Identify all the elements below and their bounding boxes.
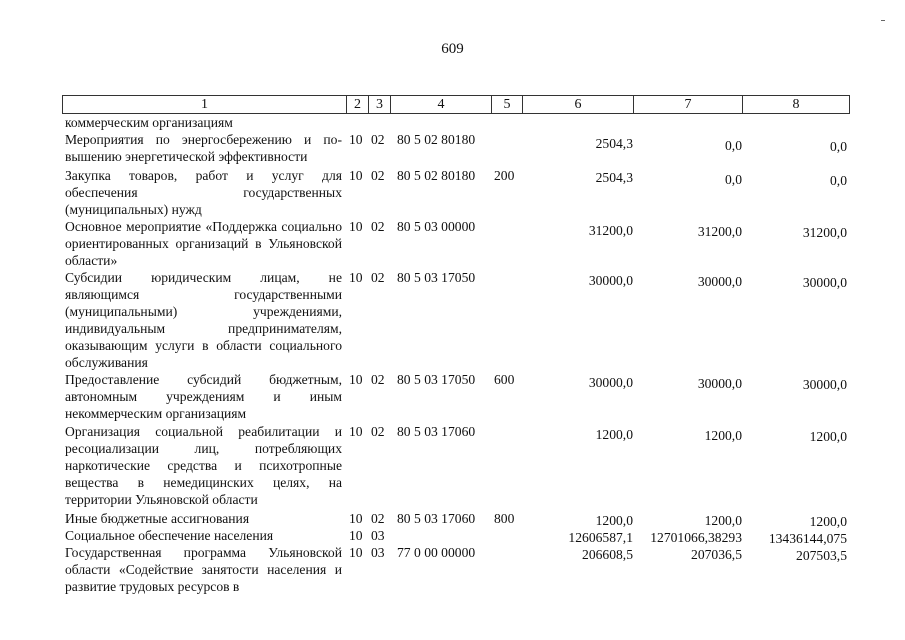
- row-name: Закупка товаров, работ и услуг для обеспечения государственных (муниципальных) нужд: [65, 168, 342, 217]
- row-expense-type: 800: [494, 511, 515, 526]
- row-name: Организация социальной реабилитации и ресоциализации лиц, потребляющих наркотические средства и психотропные вещества в немедицинских целях, на территории Ульяновской области: [65, 424, 342, 507]
- row-value-8: 30000,0: [802, 275, 847, 290]
- row-section: 10: [349, 270, 363, 285]
- row-value-8: 31200,0: [802, 225, 847, 240]
- row-value-6: 1200,0: [595, 427, 633, 442]
- row-name: Мероприятия по энергосбережению и по-вышению энергетической эффективности: [65, 132, 342, 164]
- row-value-8: 0,0: [830, 173, 847, 188]
- header-col-7: 7: [634, 96, 743, 113]
- row-section: 10: [349, 545, 363, 560]
- row-subsection: 03: [371, 528, 385, 543]
- row-section: 10: [349, 511, 363, 526]
- row-section: 10: [349, 372, 363, 387]
- row-value-6: 30000,0: [588, 375, 633, 390]
- row-value-7: 1200,0: [704, 428, 742, 443]
- header-col-3: 3: [369, 96, 391, 113]
- row-name: Основное мероприятие «Поддержка социально ориентированных организаций в Ульяновской области»: [65, 219, 342, 268]
- row-value-6: 2504,3: [595, 170, 633, 185]
- row-section: 10: [349, 424, 363, 439]
- row-value-7: 12701066,38293: [650, 530, 742, 545]
- row-value-6: 206608,5: [582, 547, 633, 562]
- row-name: Социальное обеспечение населения: [65, 528, 274, 543]
- row-section: 10: [349, 132, 363, 147]
- row-value-7: 0,0: [725, 172, 742, 187]
- row-value-6: 31200,0: [588, 223, 633, 238]
- header-col-4: 4: [391, 96, 492, 113]
- row-subsection: 02: [371, 168, 385, 183]
- row-value-8: 207503,5: [796, 548, 847, 563]
- row-subsection: 02: [371, 219, 385, 234]
- scan-mark: [881, 20, 885, 21]
- header-col-8: 8: [792, 97, 800, 112]
- table-header: [62, 95, 850, 114]
- row-subsection: 02: [371, 372, 385, 387]
- row-value-8: 1200,0: [809, 429, 847, 444]
- row-value-6: 30000,0: [588, 273, 633, 288]
- header-col-2: 2: [347, 96, 369, 113]
- row-subsection: 02: [371, 270, 385, 285]
- row-name: Предоставление субсидий бюджетным, автономным учреждениям и иным некоммерческим организациям: [65, 372, 342, 421]
- row-value-8: 30000,0: [802, 377, 847, 392]
- row-value-6: 2504,3: [595, 136, 633, 151]
- row-value-7: 207036,5: [691, 547, 742, 562]
- row-value-8: 1200,0: [809, 514, 847, 529]
- row-target-article: 80 5 03 00000: [397, 219, 476, 234]
- row-target-article: 80 5 03 17060: [397, 424, 476, 439]
- row-target-article: 80 5 02 80180: [397, 132, 476, 147]
- row-target-article: 80 5 03 17060: [397, 511, 476, 526]
- header-col-1: 1: [63, 96, 347, 113]
- row-target-article: 80 5 03 17050: [397, 270, 476, 285]
- row-name: Иные бюджетные ассигнования: [65, 511, 250, 526]
- row-expense-type: 200: [494, 168, 515, 183]
- row-subsection: 02: [371, 424, 385, 439]
- row-name: Субсидии юридическим лицам, не являющимся государственными (муниципальными) учреждениями, индивидуальным предпринимателям, оказывающим услуги в области социального обслуживания: [65, 270, 342, 370]
- row-name: коммерческим организациям: [65, 115, 233, 130]
- row-section: 10: [349, 168, 363, 183]
- row-value-6: 12606587,1: [568, 530, 633, 545]
- row-value-6: 1200,0: [595, 513, 633, 528]
- header-col-5: 5: [492, 96, 523, 113]
- row-value-7: 1200,0: [704, 513, 742, 528]
- row-subsection: 03: [371, 545, 385, 560]
- row-value-8: 0,0: [830, 139, 847, 154]
- row-target-article: 77 0 00 00000: [397, 545, 476, 560]
- row-section: 10: [349, 219, 363, 234]
- header-col-6: 6: [523, 96, 634, 113]
- row-value-8: 13436144,075: [768, 531, 847, 546]
- row-value-7: 31200,0: [697, 224, 742, 239]
- row-value-7: 30000,0: [697, 274, 742, 289]
- row-target-article: 80 5 03 17050: [397, 372, 476, 387]
- row-value-7: 30000,0: [697, 376, 742, 391]
- row-name: Государственная программа Ульяновской области «Содействие занятости населения и развитие трудовых ресурсов в: [65, 545, 342, 594]
- row-subsection: 02: [371, 132, 385, 147]
- row-target-article: 80 5 02 80180: [397, 168, 476, 183]
- row-section: 10: [349, 528, 363, 543]
- row-subsection: 02: [371, 511, 385, 526]
- page-number: 609: [441, 41, 464, 57]
- row-expense-type: 600: [494, 372, 515, 387]
- row-value-7: 0,0: [725, 138, 742, 153]
